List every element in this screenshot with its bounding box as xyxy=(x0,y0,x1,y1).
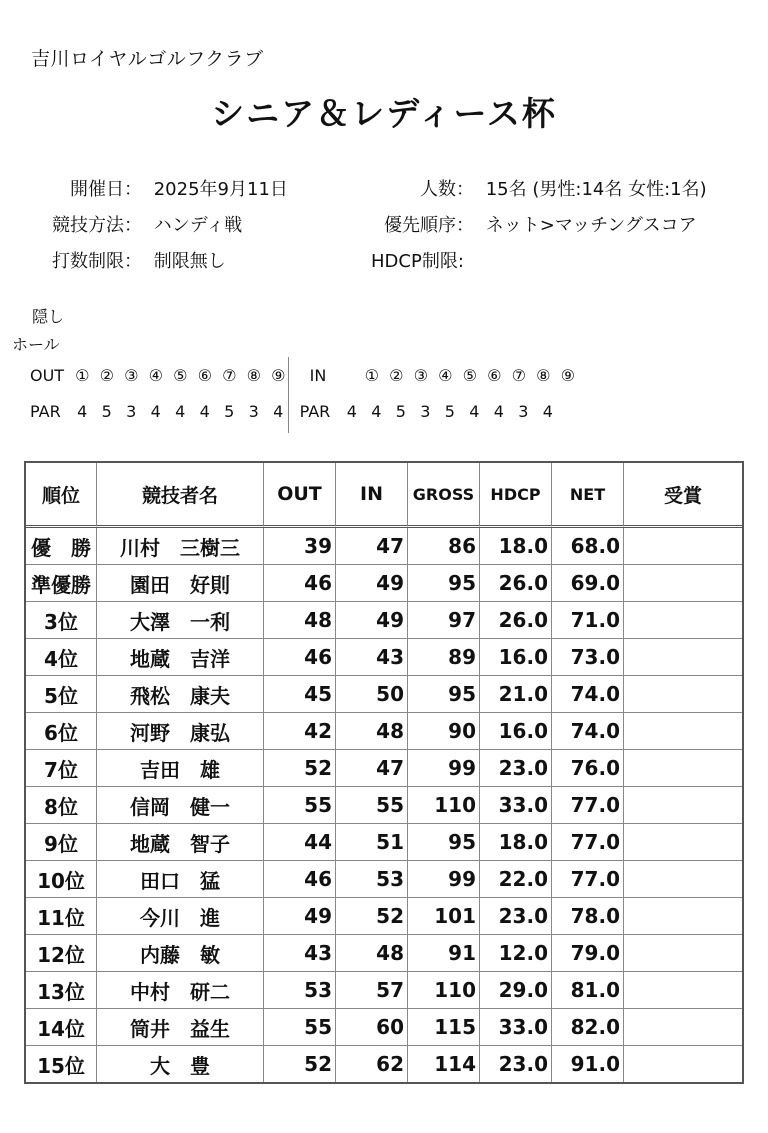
award-cell xyxy=(624,972,742,1009)
hidden-holes-label-2: ホール xyxy=(12,335,60,354)
net-score-cell: 73.0 xyxy=(552,639,624,676)
in-par-2: 4 xyxy=(371,402,382,421)
in-score-cell: 48 xyxy=(336,935,408,972)
out-hole-4: ④ xyxy=(148,366,163,385)
award-cell xyxy=(624,824,742,861)
stroke-limit-label: 打数制限： xyxy=(52,251,142,272)
award-cell xyxy=(624,1046,742,1082)
table-row xyxy=(26,1009,742,1046)
award-cell xyxy=(624,602,742,639)
player-name-cell: 田口 猛 xyxy=(97,861,264,898)
header-name: 競技者名 xyxy=(97,463,264,528)
header-in: IN xyxy=(336,463,408,528)
hdcp-cell: 16.0 xyxy=(480,713,552,750)
out-hole-9: ⑨ xyxy=(271,366,286,385)
rank-cell: 14位 xyxy=(26,1009,97,1046)
header-gross: GROSS xyxy=(408,463,480,528)
table-row xyxy=(26,565,742,602)
gross-score-cell: 99 xyxy=(408,750,480,787)
hole-number-row xyxy=(30,363,580,389)
people-label: 人数： xyxy=(420,179,474,200)
in-par-label: PAR xyxy=(299,402,331,421)
net-score-cell: 91.0 xyxy=(552,1046,624,1082)
in-score-cell: 55 xyxy=(336,787,408,824)
table-row xyxy=(26,824,742,861)
in-score-cell: 57 xyxy=(336,972,408,1009)
info-hdcp-limit xyxy=(371,247,464,273)
out-par-4: 4 xyxy=(150,402,161,421)
hdcp-cell: 16.0 xyxy=(480,639,552,676)
rank-cell: 15位 xyxy=(26,1046,97,1082)
rank-cell: 8位 xyxy=(26,787,97,824)
out-score-cell: 43 xyxy=(264,935,336,972)
net-score-cell: 74.0 xyxy=(552,676,624,713)
hdcp-cell: 26.0 xyxy=(480,565,552,602)
priority-value: ネット>マッチングスコア xyxy=(485,215,697,236)
out-par-7: 5 xyxy=(224,402,235,421)
player-name-cell: 信岡 健一 xyxy=(97,787,264,824)
out-score-cell: 42 xyxy=(264,713,336,750)
info-stroke-limit xyxy=(28,247,226,273)
net-score-cell: 82.0 xyxy=(552,1009,624,1046)
table-row xyxy=(26,861,742,898)
out-par-9: 4 xyxy=(273,402,284,421)
net-score-cell: 74.0 xyxy=(552,713,624,750)
out-score-cell: 52 xyxy=(264,750,336,787)
info-method xyxy=(28,211,242,237)
header-net: NET xyxy=(552,463,624,528)
player-name-cell: 筒井 益生 xyxy=(97,1009,264,1046)
player-name-cell: 中村 研二 xyxy=(97,972,264,1009)
in-score-cell: 50 xyxy=(336,676,408,713)
out-score-cell: 55 xyxy=(264,787,336,824)
hdcp-cell: 23.0 xyxy=(480,750,552,787)
player-name-cell: 今川 進 xyxy=(97,898,264,935)
table-row xyxy=(26,787,742,824)
in-score-cell: 48 xyxy=(336,713,408,750)
out-score-cell: 46 xyxy=(264,861,336,898)
in-par-1: 4 xyxy=(346,402,357,421)
rank-cell: 9位 xyxy=(26,824,97,861)
out-score-cell: 45 xyxy=(264,676,336,713)
in-score-cell: 49 xyxy=(336,602,408,639)
hdcp-cell: 26.0 xyxy=(480,602,552,639)
out-hole-5: ⑤ xyxy=(173,366,188,385)
award-cell xyxy=(624,935,742,972)
player-name-cell: 園田 好則 xyxy=(97,565,264,602)
table-row xyxy=(26,639,742,676)
in-hole-8: ⑧ xyxy=(536,366,551,385)
net-score-cell: 78.0 xyxy=(552,898,624,935)
hidden-holes-label-1: 隠し xyxy=(32,307,65,326)
player-name-cell: 内藤 敏 xyxy=(97,935,264,972)
net-score-cell: 68.0 xyxy=(552,528,624,565)
in-score-cell: 51 xyxy=(336,824,408,861)
date-value: 2025年9月11日 xyxy=(153,179,288,200)
gross-score-cell: 89 xyxy=(408,639,480,676)
table-row xyxy=(26,750,742,787)
award-cell xyxy=(624,676,742,713)
out-hole-1: ① xyxy=(75,366,90,385)
award-cell xyxy=(624,713,742,750)
hdcp-cell: 18.0 xyxy=(480,528,552,565)
in-hole-2: ② xyxy=(389,366,404,385)
out-score-cell: 52 xyxy=(264,1046,336,1082)
club-name: 吉川ロイヤルゴルフクラブ xyxy=(31,48,264,70)
out-score-cell: 46 xyxy=(264,565,336,602)
in-par-4: 3 xyxy=(420,402,431,421)
table-row xyxy=(26,713,742,750)
info-people xyxy=(360,175,707,201)
date-label: 開催日： xyxy=(70,179,142,200)
in-par-9: 4 xyxy=(542,402,553,421)
table-row xyxy=(26,528,742,565)
player-name-cell: 吉田 雄 xyxy=(97,750,264,787)
table-row xyxy=(26,898,742,935)
out-par-6: 4 xyxy=(199,402,210,421)
in-score-cell: 49 xyxy=(336,565,408,602)
hdcp-cell: 23.0 xyxy=(480,1046,552,1082)
in-hole-9: ⑨ xyxy=(560,366,576,385)
player-name-cell: 飛松 康夫 xyxy=(97,676,264,713)
table-row xyxy=(26,602,742,639)
award-cell xyxy=(624,861,742,898)
table-header-row xyxy=(26,463,742,528)
in-score-cell: 53 xyxy=(336,861,408,898)
gross-score-cell: 97 xyxy=(408,602,480,639)
rank-cell: 10位 xyxy=(26,861,97,898)
in-par-3: 5 xyxy=(395,402,406,421)
table-row xyxy=(26,935,742,972)
hdcp-cell: 18.0 xyxy=(480,824,552,861)
rank-cell: 13位 xyxy=(26,972,97,1009)
in-score-cell: 62 xyxy=(336,1046,408,1082)
gross-score-cell: 114 xyxy=(408,1046,480,1082)
in-hole-6: ⑥ xyxy=(487,366,502,385)
in-par-7: 4 xyxy=(493,402,504,421)
method-value: ハンディ戦 xyxy=(153,215,243,236)
award-cell xyxy=(624,898,742,935)
rank-cell: 優 勝 xyxy=(26,528,97,565)
gross-score-cell: 90 xyxy=(408,713,480,750)
table-row xyxy=(26,676,742,713)
out-hole-3: ③ xyxy=(124,366,139,385)
net-score-cell: 76.0 xyxy=(552,750,624,787)
award-cell xyxy=(624,787,742,824)
net-score-cell: 71.0 xyxy=(552,602,624,639)
header-out: OUT xyxy=(264,463,336,528)
rank-cell: 準優勝 xyxy=(26,565,97,602)
out-score-cell: 46 xyxy=(264,639,336,676)
out-score-cell: 39 xyxy=(264,528,336,565)
award-cell xyxy=(624,639,742,676)
in-score-cell: 52 xyxy=(336,898,408,935)
player-name-cell: 地蔵 吉洋 xyxy=(97,639,264,676)
out-par-2: 5 xyxy=(101,402,112,421)
player-name-cell: 河野 康弘 xyxy=(97,713,264,750)
gross-score-cell: 95 xyxy=(408,676,480,713)
stroke-limit-value: 制限無し xyxy=(153,251,226,272)
award-cell xyxy=(624,565,742,602)
in-par-6: 4 xyxy=(469,402,480,421)
rank-cell: 3位 xyxy=(26,602,97,639)
in-hole-5: ⑤ xyxy=(462,366,478,385)
in-hole-1: ① xyxy=(364,366,380,385)
net-score-cell: 79.0 xyxy=(552,935,624,972)
out-label: OUT xyxy=(30,366,65,385)
out-score-cell: 49 xyxy=(264,898,336,935)
hdcp-cell: 22.0 xyxy=(480,861,552,898)
player-name-cell: 川村 三樹三 xyxy=(97,528,264,565)
out-par-label: PAR xyxy=(30,402,61,421)
gross-score-cell: 91 xyxy=(408,935,480,972)
hdcp-cell: 33.0 xyxy=(480,1009,552,1046)
hdcp-cell: 33.0 xyxy=(480,787,552,824)
player-name-cell: 地蔵 智子 xyxy=(97,824,264,861)
out-par-3: 3 xyxy=(126,402,137,421)
in-par-5: 5 xyxy=(444,402,455,421)
out-score-cell: 55 xyxy=(264,1009,336,1046)
gross-score-cell: 110 xyxy=(408,972,480,1009)
in-par-8: 3 xyxy=(518,402,529,421)
in-score-cell: 60 xyxy=(336,1009,408,1046)
out-par-5: 4 xyxy=(175,402,186,421)
header-rank: 順位 xyxy=(26,463,97,528)
in-hole-7: ⑦ xyxy=(511,366,527,385)
people-value: 15名 (男性:14名 女性:1名) xyxy=(485,179,707,200)
table-row xyxy=(26,972,742,1009)
hdcp-limit-label: HDCP制限: xyxy=(371,251,464,272)
award-cell xyxy=(624,750,742,787)
in-score-cell: 47 xyxy=(336,528,408,565)
gross-score-cell: 101 xyxy=(408,898,480,935)
rank-cell: 5位 xyxy=(26,676,97,713)
rank-cell: 12位 xyxy=(26,935,97,972)
header-award: 受賞 xyxy=(624,463,742,528)
net-score-cell: 77.0 xyxy=(552,824,624,861)
out-hole-6: ⑥ xyxy=(197,366,212,385)
in-hole-4: ④ xyxy=(438,366,453,385)
out-score-cell: 48 xyxy=(264,602,336,639)
rank-cell: 6位 xyxy=(26,713,97,750)
out-par-8: 3 xyxy=(248,402,259,421)
page-title: シニア＆レディース杯 xyxy=(211,94,557,133)
net-score-cell: 77.0 xyxy=(552,861,624,898)
net-score-cell: 77.0 xyxy=(552,787,624,824)
out-hole-7: ⑦ xyxy=(222,366,237,385)
award-cell xyxy=(624,528,742,565)
out-hole-2: ② xyxy=(99,366,114,385)
method-label: 競技方法： xyxy=(52,215,142,236)
net-score-cell: 81.0 xyxy=(552,972,624,1009)
out-score-cell: 44 xyxy=(264,824,336,861)
gross-score-cell: 110 xyxy=(408,787,480,824)
out-hole-8: ⑧ xyxy=(246,366,261,385)
in-hole-3: ③ xyxy=(413,366,429,385)
table-row xyxy=(26,1046,742,1082)
in-label: IN xyxy=(309,366,327,385)
gross-score-cell: 115 xyxy=(408,1009,480,1046)
rank-cell: 11位 xyxy=(26,898,97,935)
results-table xyxy=(24,461,744,1084)
in-score-cell: 43 xyxy=(336,639,408,676)
hdcp-cell: 12.0 xyxy=(480,935,552,972)
gross-score-cell: 95 xyxy=(408,565,480,602)
par-row xyxy=(30,399,560,425)
priority-label: 優先順序： xyxy=(384,215,474,236)
player-name-cell: 大 豊 xyxy=(97,1046,264,1082)
rank-cell: 7位 xyxy=(26,750,97,787)
gross-score-cell: 95 xyxy=(408,824,480,861)
in-score-cell: 47 xyxy=(336,750,408,787)
net-score-cell: 69.0 xyxy=(552,565,624,602)
gross-score-cell: 99 xyxy=(408,861,480,898)
header-hdcp: HDCP xyxy=(480,463,552,528)
hdcp-cell: 23.0 xyxy=(480,898,552,935)
out-par-1: 4 xyxy=(77,402,88,421)
gross-score-cell: 86 xyxy=(408,528,480,565)
player-name-cell: 大澤 一利 xyxy=(97,602,264,639)
out-score-cell: 53 xyxy=(264,972,336,1009)
info-priority xyxy=(360,211,697,237)
award-cell xyxy=(624,1009,742,1046)
rank-cell: 4位 xyxy=(26,639,97,676)
info-date xyxy=(28,175,288,201)
hdcp-cell: 29.0 xyxy=(480,972,552,1009)
hdcp-cell: 21.0 xyxy=(480,676,552,713)
